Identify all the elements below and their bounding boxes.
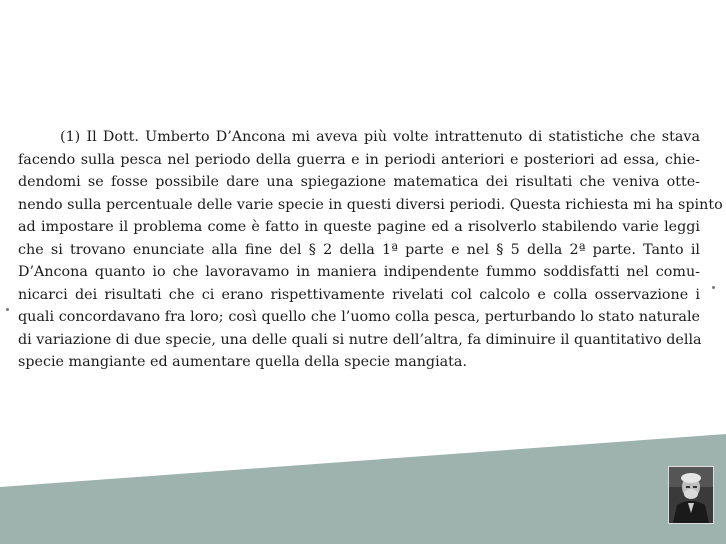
- footnote-line-5: ad impostare il problema come è fatto in queste pagine ed a risolverlo stabilendo varie leggi: [18, 219, 700, 235]
- footnote-line-8: nicarci dei risultati che ci erano rispettivamente rivelati col calcolo e colla osservazione i: [18, 286, 700, 303]
- footnote-line-2: facendo sulla pesca nel periodo della guerra e in periodi anteriori e posteriori ad essa, chie-: [18, 151, 700, 168]
- footnote-line-1: (1) Il Dott. Umberto D’Ancona mi aveva più volte intrattenuto di statistiche che stava: [60, 129, 700, 145]
- scan-speck-left: [6, 308, 9, 311]
- footnote-line-6: che si trovano enunciate alla fine del § 2 della 1ª parte e nel § 5 della 2ª parte. Tanto il: [18, 241, 700, 258]
- footnote-line-9: quali concordavano fra loro; così quello che l’uomo colla pesca, perturbando lo stato naturale: [18, 309, 700, 325]
- footnote-line-10: di variazione di due specie, una delle quali si nutre dell’altra, fa diminuire il quantitativo della: [18, 331, 702, 348]
- footnote-line-4: nendo sulla percentuale delle varie specie in questi diversi periodi. Questa richiesta mi ha spinto: [18, 196, 723, 213]
- portrait-image: [669, 467, 713, 523]
- teal-band-shape: [0, 434, 726, 544]
- footnote-line-3: dendomi se fosse possibile dare una spiegazione matematica dei risultati che veniva otte-: [18, 174, 700, 190]
- footnote-line-11: specie mangiante ed aumentare quella della specie mangiata.: [18, 354, 467, 370]
- portrait-photo: [668, 466, 714, 524]
- footnote-line-7: D’Ancona quanto io che lavoravamo in maniera indipendente fummo soddisfatti nel comu-: [18, 264, 700, 280]
- footnote-text: [18, 126, 723, 374]
- scan-speck-right: [712, 286, 715, 289]
